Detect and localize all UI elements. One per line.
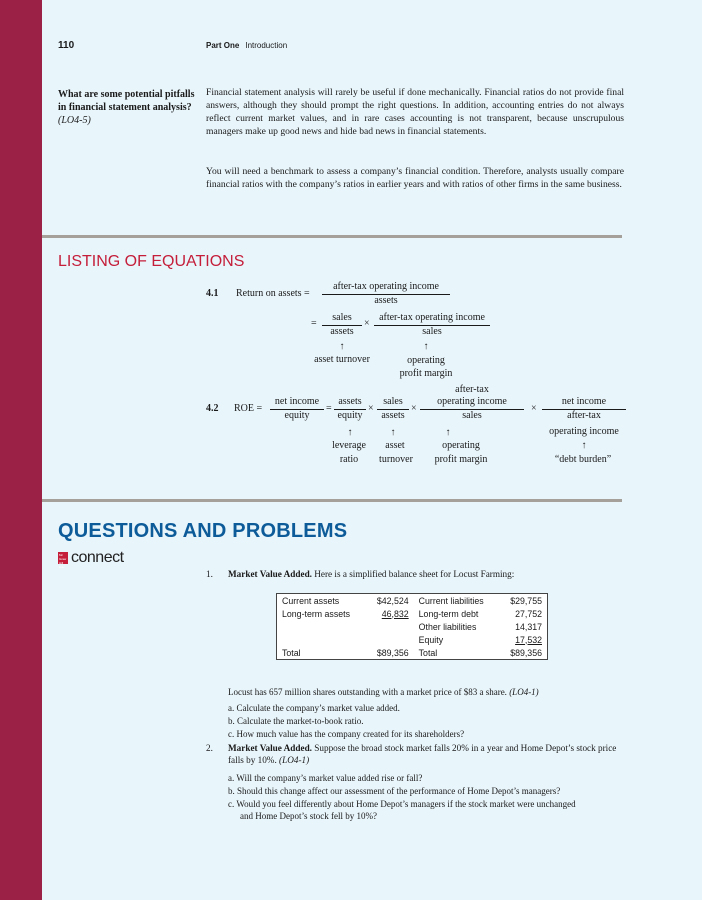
times-sign: × — [531, 403, 537, 414]
page-number: 110 — [58, 40, 75, 51]
up-arrow-icon: ↑ — [581, 440, 587, 451]
equals-sign: = — [311, 318, 317, 329]
term-label: profit margin — [399, 368, 453, 379]
running-header — [206, 41, 287, 50]
paragraph-2: You will need a benchmark to assess a company’s financial condition. Therefore, analysts usually compare financial ratios with the company’s ratios in earlier years and with ratios of other firms in the same business. — [206, 166, 624, 190]
table-cell: $89,356 — [376, 647, 409, 658]
table-cell — [366, 633, 414, 646]
questions-heading: QUESTIONS AND PROBLEMS — [58, 520, 348, 542]
times-sign: × — [364, 318, 370, 329]
margin-heading-ref: (LO4-5) — [58, 115, 91, 126]
question-2-part-c-cont: and Home Depot’s stock fell by 10%? — [240, 811, 377, 821]
up-arrow-icon: ↑ — [347, 427, 353, 438]
table-cell: Long-term debt — [418, 608, 479, 619]
table-cell: $29,755 — [510, 595, 542, 606]
question-1-part-b: b. Calculate the market-to-book ratio. — [228, 716, 364, 726]
table-cell — [277, 633, 366, 646]
question-2-part-b: b. Should this change affect our assessment of the performance of Home Depot’s managers? — [228, 786, 561, 796]
question-1-part-a: a. Calculate the company’s market value added. — [228, 703, 400, 713]
term-label: “debt burden” — [554, 454, 612, 465]
fraction-numerator: assets — [338, 396, 362, 407]
table-cell: $89,356 — [510, 647, 542, 658]
section-label: Introduction — [245, 41, 288, 50]
fraction-numerator: sales — [332, 312, 352, 323]
times-sign: × — [411, 403, 417, 414]
table-cell: 27,752 — [515, 608, 542, 619]
question-1-part-c: c. How much value has the company created for its shareholders? — [228, 729, 465, 739]
table-cell: $42,524 — [376, 595, 409, 606]
question-text: Here is a simplified balance sheet for Locust Farming: — [314, 569, 515, 579]
eq-number: 4.2 — [206, 403, 219, 414]
up-arrow-icon: ↑ — [339, 341, 345, 352]
term-label: operating — [407, 355, 445, 366]
fraction-denominator: sales — [420, 409, 524, 422]
fraction-denominator: equity — [270, 409, 324, 422]
question-2-part-c: c. Would you feel differently about Home Depot’s managers if the stock market were unchanged — [228, 799, 576, 809]
up-arrow-icon: ↑ — [423, 341, 429, 352]
question-number: 2. — [206, 743, 213, 753]
fraction-denominator: after-tax — [542, 409, 626, 422]
learning-objective-ref: (LO4-1) — [509, 687, 539, 697]
fraction-numerator: sales — [383, 396, 403, 407]
fraction-denominator: assets — [377, 409, 409, 422]
balance-sheet-table — [276, 593, 548, 660]
table-row — [277, 646, 548, 660]
eq-number: 4.1 — [206, 288, 219, 299]
fraction-denominator: assets — [322, 294, 450, 307]
equations-heading: LISTING OF EQUATIONS — [58, 253, 245, 270]
term-label: asset turnover — [314, 354, 370, 365]
publisher-logo-icon: Mc Graw Hill Edu — [59, 553, 67, 569]
equals-sign: = — [326, 403, 332, 414]
table-cell: Current assets — [282, 595, 340, 606]
fraction-numerator: after-tax operating income — [379, 312, 485, 323]
learning-objective-ref: (LO4-1) — [279, 755, 310, 765]
question-2-part-a: a. Will the company’s market value added rise or fall? — [228, 773, 423, 783]
table-cell: Total — [418, 647, 438, 658]
question-text: Suppose the broad stock market falls 20% in a year and Home Depot’s stock price falls by 10%. — [228, 743, 617, 765]
fraction-numerator: operating income — [437, 396, 507, 407]
fraction-denominator: operating income — [549, 426, 619, 437]
table-cell: Current liabilities — [418, 595, 484, 606]
fraction-numerator: net income — [561, 396, 607, 407]
table-cell: Total — [282, 647, 301, 658]
fraction-denominator: sales — [374, 325, 490, 338]
table-cell: 17,532 — [515, 634, 542, 645]
up-arrow-icon: ↑ — [390, 427, 396, 438]
table-cell — [277, 620, 366, 633]
times-sign: × — [368, 403, 374, 414]
table-cell: Equity — [418, 634, 444, 645]
question-title: Market Value Added. — [228, 569, 312, 579]
term-label: ratio — [339, 454, 359, 465]
section-divider — [42, 235, 622, 238]
question-2 — [206, 742, 626, 766]
context-text: Locust has 657 million shares outstanding with a market price of $83 a share. — [228, 687, 507, 697]
fraction-denominator: equity — [334, 409, 366, 422]
table-row — [277, 594, 548, 608]
margin-heading-text: What are some potential pitfalls in financial statement analysis? — [58, 89, 195, 113]
table-row — [277, 607, 548, 620]
page-spine — [0, 0, 42, 900]
table-cell: 46,832 — [381, 608, 409, 619]
term-label: profit margin — [434, 454, 488, 465]
table-cell: Long-term assets — [282, 608, 350, 619]
connect-logo — [58, 549, 124, 567]
term-label: leverage — [332, 440, 366, 451]
section-divider — [42, 499, 622, 502]
fraction-numerator: net income — [274, 396, 320, 407]
eq-lhs: ROE = — [234, 403, 263, 414]
fraction-numerator: after-tax — [455, 384, 489, 395]
question-1 — [206, 568, 626, 580]
eq-lhs: Return on assets = — [236, 288, 310, 299]
question-1-context — [228, 686, 628, 698]
fraction-numerator: after-tax operating income — [333, 281, 439, 292]
fraction-denominator: assets — [322, 325, 362, 338]
term-label: operating — [442, 440, 480, 451]
question-title: Market Value Added. — [228, 743, 312, 753]
paragraph-1: Financial statement analysis will rarely be useful if done mechanically. Financial ratios do not provide final answers, although they should prompt the right questions. In addition, accounting entries do not always reflect current market values, and in rare cases accounting is not transparent, because unscrupulous managers make up good news and hide bad news in financial statements. — [206, 87, 624, 137]
term-label: turnover — [379, 454, 413, 465]
table-cell: Other liabilities — [418, 621, 477, 632]
question-number: 1. — [206, 569, 213, 579]
margin-heading — [58, 88, 198, 127]
table-cell — [366, 620, 414, 633]
up-arrow-icon: ↑ — [445, 427, 451, 438]
term-label: asset — [385, 440, 405, 451]
table-cell: 14,317 — [515, 621, 542, 632]
table-row — [277, 620, 548, 633]
connect-logo-text: connect — [71, 549, 124, 566]
part-label: Part One — [206, 41, 240, 50]
table-row — [277, 633, 548, 646]
